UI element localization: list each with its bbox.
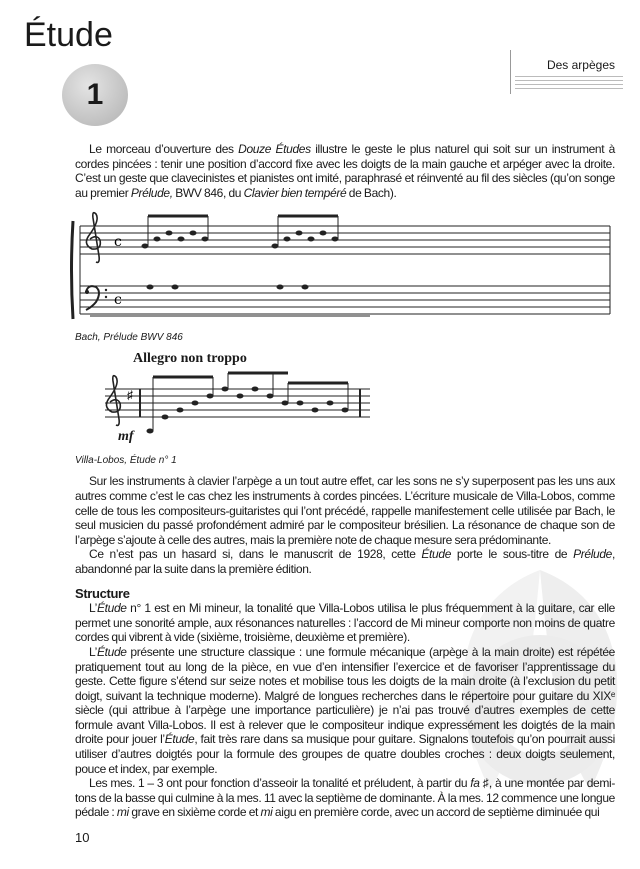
intro-paragraph: Le morceau d’ouverture des Douze Études illustre le geste le plus naturel qui soit sur un instrument à cordes pincées : tenir une position d’accord fixe avec les doigts de la main gauche et arpéger avec la droite. C’est un geste que clavecinistes et pianistes ont imité, paraphrasé et réinventé au fil des siècles (qu’on songe au premier Prélude, BWV 846, du Clavier bien tempéré de Bach). — [75, 142, 615, 200]
page-number: 10 — [75, 830, 90, 846]
villa-lobos-example — [75, 351, 615, 451]
villa-lobos-example-caption: Villa-Lobos, Étude n° 1 — [75, 455, 177, 467]
treble-clef-icon — [106, 376, 120, 426]
treble-clef-icon — [86, 213, 100, 263]
tempo-marking: Allegro non troppo — [133, 351, 247, 367]
bach-score-example — [70, 206, 615, 328]
section-label: Des arpèges — [546, 58, 615, 72]
page-title: Étude — [24, 16, 113, 54]
villa-lobos-score-example — [70, 369, 370, 441]
bach-example-caption: Bach, Prélude BWV 846 — [75, 332, 183, 344]
structure-heading: Structure — [75, 585, 130, 601]
etude-number: 1 — [86, 78, 104, 111]
structure-section: Structure L’Étude n° 1 est en Mi mineur, la tonalité que Villa-Lobos utilisa le plus fréquemment à la guitare, car elle permet une sonorité ample, aux résonances naturelles : l’accord de Mi mineur comporte non moins de quatre cordes qui vibrent à vide (sixième, troisième, deuxième et première). L’Étude présente une structure classique : une formule mécanique (arpège à la main droite) est répétée pratiquement tout au long de la pièce, en vue d’en intensifier l’exercice et de favoriser l’apprentissage du geste. Cette figure s’étend sur seize notes et mobilise tous les doigts de la main droite (à l’exclusion du petit doigt, suivant la technique moderne). Malgré de longues recherches dans le répertoire pour guitare du XIXᵉ siècle (qui attribue à l’arpège une importance particulière) je n’ai pas trouvé d’autres exemples de cette formule avant Villa-Lobos. Il est à relever que le compositeur indique expressément les doigtés de la main droite pour jouer l’Étude, fait très rare dans sa musique pour guitare. Signalons toutefois qu’on pourrait aussi utiliser d’autres doigtés pour la formule des groupes de quatre doubles croches : deux doigts seulement, pouce et index, par exemple. Les mes. 1 – 3 ont pour fonction d’asseoir la tonalité et préludent, à partir du fa ♯, à une montée par demi-tons de la basse qui culmine à la mes. 11 avec la septième de dominante. À la mes. 12 commence une longue pédale : mi grave en sixième corde et mi aigu en première corde, avec un accord de septième diminuée qui — [75, 585, 615, 820]
body-paragraphs: Sur les instruments à clavier l’arpège a un tout autre effet, car les sons ne s’y superposent pas les uns aux autres comme c’est le cas chez les instruments à cordes pincées. L’écriture musicale de Villa-Lobos, comme celle de tous les compositeurs-guitaristes qui l’ont précédé, rappelle manifestement celle utilisée par Bach, le seul musicien du passé profondément admiré par le compositeur brésilien. La résonance de chaque son de l’arpège s’ajoute à celle des autres, mais la première note de chaque mesure sera prédominante. Ce n’est pas un hasard si, dans le manuscrit de 1928, cette Étude porte le sous-titre de Prélude, abandonné par la suite dans la première édition. — [75, 474, 615, 576]
bass-clef-icon — [86, 287, 99, 311]
svg-text:♯: ♯ — [127, 388, 133, 403]
svg-text:c: c — [114, 292, 122, 309]
svg-text:c: c — [114, 234, 122, 251]
dynamic-marking: mf — [118, 429, 134, 445]
